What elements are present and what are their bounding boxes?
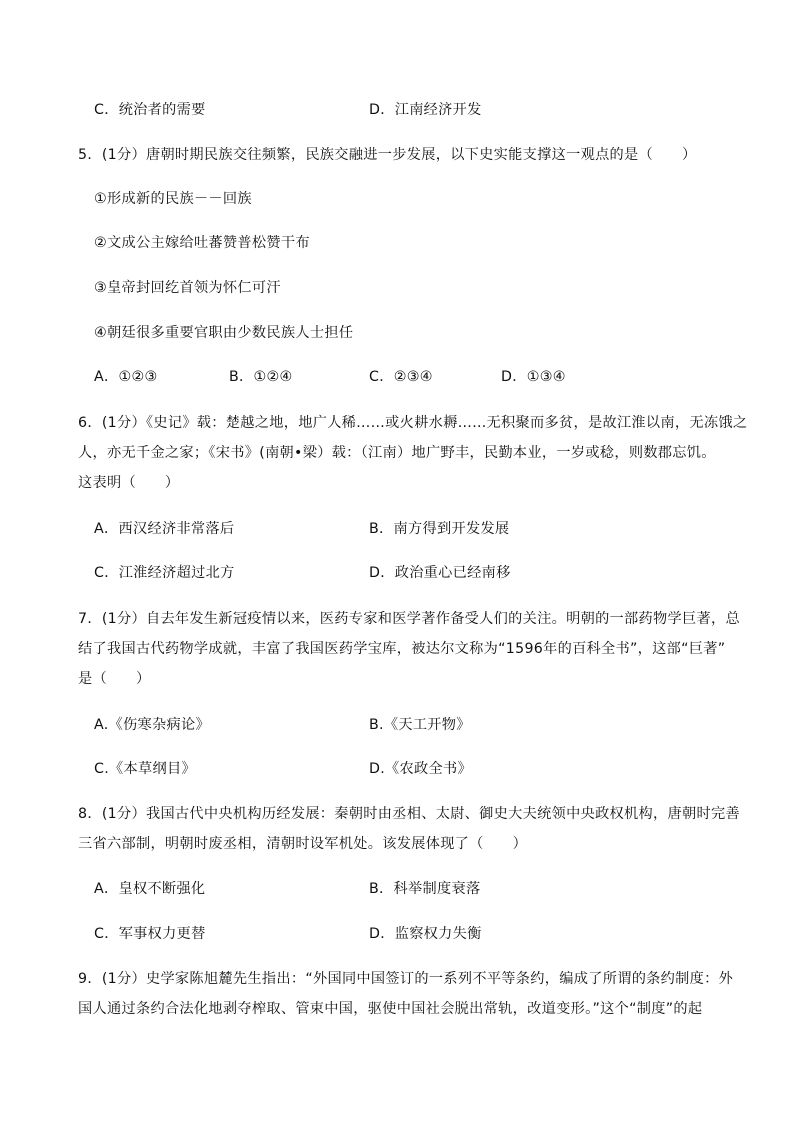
q8-option-c: C．军事权力更替 <box>94 926 206 942</box>
q6-stem-line-3: 这表明（ ） <box>78 475 180 491</box>
q8-stem-line-2: 三省六部制，明朝时废丞相，清朝时设军机处。该发展体现了（ ） <box>78 836 528 852</box>
q6-option-d: D．政治重心已经南移 <box>369 565 511 581</box>
q7-stem-line-3: 是（ ） <box>78 671 151 687</box>
q5-item-4: ④朝廷很多重要官职由少数民族人士担任 <box>94 325 354 341</box>
q6-option-b: B．南方得到开发发展 <box>369 521 510 537</box>
q8-stem-line-1: 8．(1分）我国古代中央机构历经发展：秦朝时由丞相、太尉、御史大夫统领中央政权机构，唐朝时完善 <box>78 806 740 822</box>
q5-option-b: B．①②④ <box>229 369 293 385</box>
q4-option-c: C．统治者的需要 <box>94 102 206 118</box>
q6-stem-line-2: 人，亦无千金之家；《宋书》(南朝•梁）载：（江南）地广野丰，民勤本业，一岁或稔，则数郡忘饥。 <box>78 445 716 461</box>
q5-option-c: C．②③④ <box>369 369 433 385</box>
q9-stem-line-2: 国人通过条约合法化地剥夺榨取、管束中国，驱使中国社会脱出常轨，改道变形。”这个“制度”的起 <box>78 1001 703 1017</box>
q7-option-d: D.《农政全书》 <box>369 761 472 777</box>
q5-item-2: ②文成公主嫁给吐蕃赞普松赞干布 <box>94 235 310 251</box>
q7-option-b: B.《天工开物》 <box>369 717 471 733</box>
q8-option-a: A．皇权不断强化 <box>94 881 206 897</box>
q5-option-a: A．①②③ <box>94 369 158 385</box>
q5-stem: 5．(1分）唐朝时期民族交往频繁，民族交融进一步发展，以下史实能支撑这一观点的是（ ） <box>78 147 697 163</box>
q6-stem-line-1: 6．(1分）《史记》载：楚越之地，地广人稀……或火耕水耨……无积聚而多贫，是故江淮以南，无冻饿之 <box>78 415 748 431</box>
q6-option-a: A．西汉经济非常落后 <box>94 521 235 537</box>
q5-option-d: D．①③④ <box>501 369 566 385</box>
q5-item-1: ①形成新的民族－－回族 <box>94 191 252 207</box>
q9-stem-line-1: 9．(1分）史学家陈旭麓先生指出：“外国同中国签订的一系列不平等条约，编成了所谓的条约制度：外 <box>78 971 734 987</box>
q8-option-d: D．监察权力失衡 <box>369 926 482 942</box>
q8-option-b: B．科举制度衰落 <box>369 881 481 897</box>
q4-option-d: D．江南经济开发 <box>369 102 482 118</box>
q7-stem-line-1: 7．(1分）自去年发生新冠疫情以来，医药专家和医学著作备受人们的关注。明朝的一部药物学巨著，总 <box>78 611 740 627</box>
q7-option-a: A.《伤寒杂病论》 <box>94 717 210 733</box>
q7-option-c: C.《本草纲目》 <box>94 761 196 777</box>
q7-stem-line-2: 结了我国古代药物学成就，丰富了我国医药学宝库，被达尔文称为“1596年的百科全书”，这部“巨著” <box>78 641 726 657</box>
q6-option-c: C．江淮经济超过北方 <box>94 565 235 581</box>
q5-item-3: ③皇帝封回纥首领为怀仁可汗 <box>94 280 281 296</box>
